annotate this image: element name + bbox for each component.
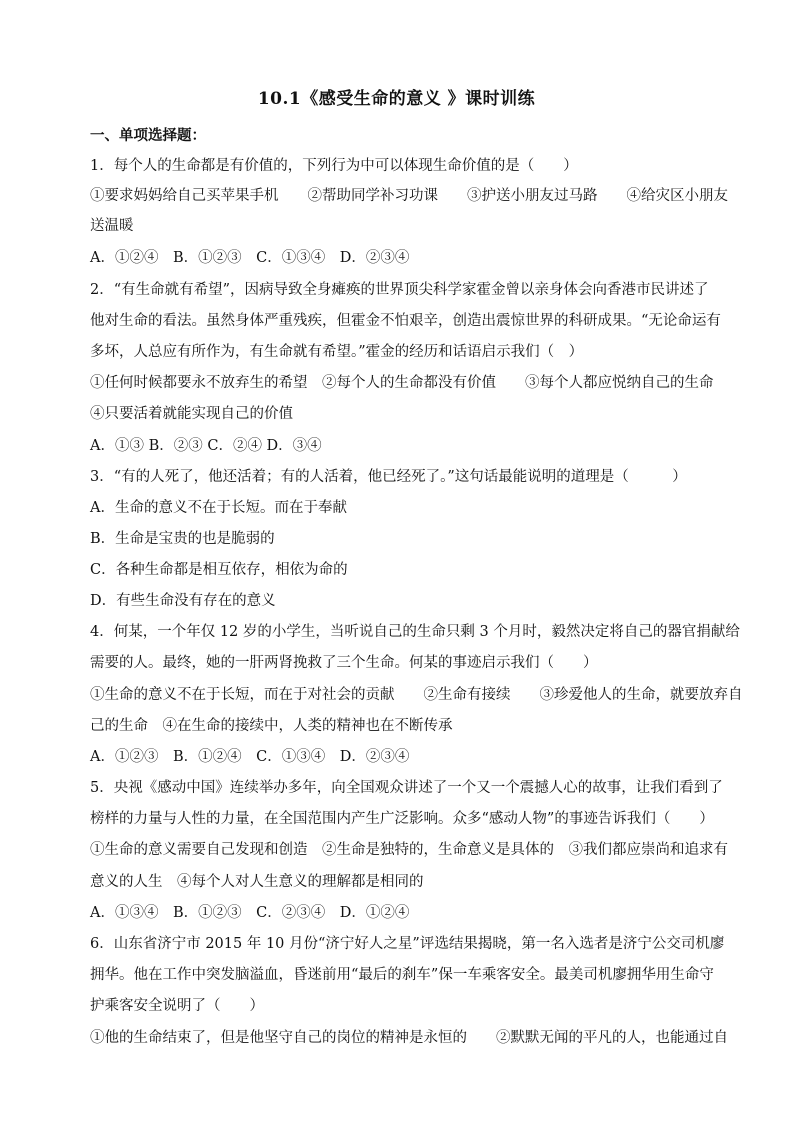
question-6-stem: 6．山东省济宁市 2015 年 10 月份“济宁好人之星”评选结果揭晓，第一名入选者是济宁公交司机廖 — [90, 936, 725, 952]
question-4-stem-line-2: 需要的人。最终，她的一肝两肾挽救了三个生命。何某的事迹启示我们（ ） — [90, 655, 598, 671]
question-5-stem-line-2: 榜样的力量与人性的力量，在全国范围内产生广泛影响。众多“感动人物”的事迹告诉我们（ ） — [90, 811, 714, 827]
question-4-statements-cont: 己的生命 ④在生命的接续中，人类的精神也在不断传承 — [90, 718, 453, 734]
question-2-stem-line-3: 多坏，人总应有所作为，有生命就有希望。”霍金的经历和话语启示我们（ ） — [90, 344, 584, 360]
question-2-statements-cont: ④只要活着就能实现自己的价值 — [90, 406, 293, 422]
question-3-option-a: A．生命的意义不在于长短。而在于奉献 — [90, 500, 347, 516]
question-4-statements: ①生命的意义不在于长短，而在于对社会的贡献 ②生命有接续 ③珍爱他人的生命，就要放弃自 — [90, 687, 743, 703]
question-1-stem: 1．每个人的生命都是有价值的，下列行为中可以体现生命价值的是（ ） — [90, 158, 578, 174]
question-6-stem-line-3: 护乘客安全说明了（ ） — [90, 998, 264, 1014]
question-1-statements-cont: 送温暖 — [90, 218, 134, 234]
question-3-stem: 3．“有的人死了，他还活着；有的人活着，他已经死了。”这句话最能说明的道理是（ ） — [90, 469, 687, 485]
page-title: 10.1《感受生命的意义 》课时训练 — [257, 89, 536, 109]
question-4-options: A．①②③ B．①②④ C．①③④ D．②③④ — [90, 749, 410, 765]
section-heading: 一、单项选择题： — [90, 127, 206, 144]
question-5-statements: ①生命的意义需要自己发现和创造 ②生命是独特的，生命意义是具体的 ③我们都应崇尚和追求有 — [90, 842, 728, 858]
question-5-options: A．①③④ B．①②③ C．②③④ D．①②④ — [90, 905, 410, 921]
question-5-stem: 5．央视《感动中国》连续举办多年，向全国观众讲述了一个又一个震撼人心的故事，让我们看到了 — [90, 780, 723, 796]
question-3-option-c: C．各种生命都是相互依存，相依为命的 — [90, 562, 348, 578]
question-2-stem-line-2: 他对生命的看法。虽然身体严重残疾，但霍金不怕艰辛，创造出震惊世界的科研成果。“无论命运有 — [90, 313, 721, 329]
question-2-statements: ①任何时候都要永不放弃生的希望 ②每个人的生命都没有价值 ③每个人都应悦纳自己的生命 — [90, 375, 714, 391]
question-1-options: A．①②④ B．①②③ C．①③④ D．②③④ — [90, 250, 410, 266]
question-6-stem-line-2: 拥华。他在工作中突发脑溢血，昏迷前用“最后的刹车”保一车乘客安全。最美司机廖拥华用生命守 — [90, 967, 714, 983]
question-1-statements: ①要求妈妈给自己买苹果手机 ②帮助同学补习功课 ③护送小朋友过马路 ④给灾区小朋友 — [90, 188, 728, 204]
question-3-option-d: D．有些生命没有存在的意义 — [90, 593, 276, 609]
question-4-stem: 4．何某，一个年仅 12 岁的小学生，当听说自己的生命只剩 3 个月时，毅然决定将自己的器官捐献给 — [90, 624, 740, 640]
question-2-options: A．①③ B．②③ C．②④ D．③④ — [90, 438, 322, 454]
question-3-option-b: B．生命是宝贵的也是脆弱的 — [90, 531, 275, 547]
question-6-statements: ①他的生命结束了，但是他坚守自己的岗位的精神是永恒的 ②默默无闻的平凡的人，也能通过自 — [90, 1030, 728, 1046]
question-2-stem: 2．“有生命就有希望”，因病导致全身瘫痪的世界顶尖科学家霍金曾以亲身体会向香港市民讲述了 — [90, 282, 709, 298]
question-5-statements-cont: 意义的人生 ④每个人对人生意义的理解都是相同的 — [90, 874, 424, 890]
